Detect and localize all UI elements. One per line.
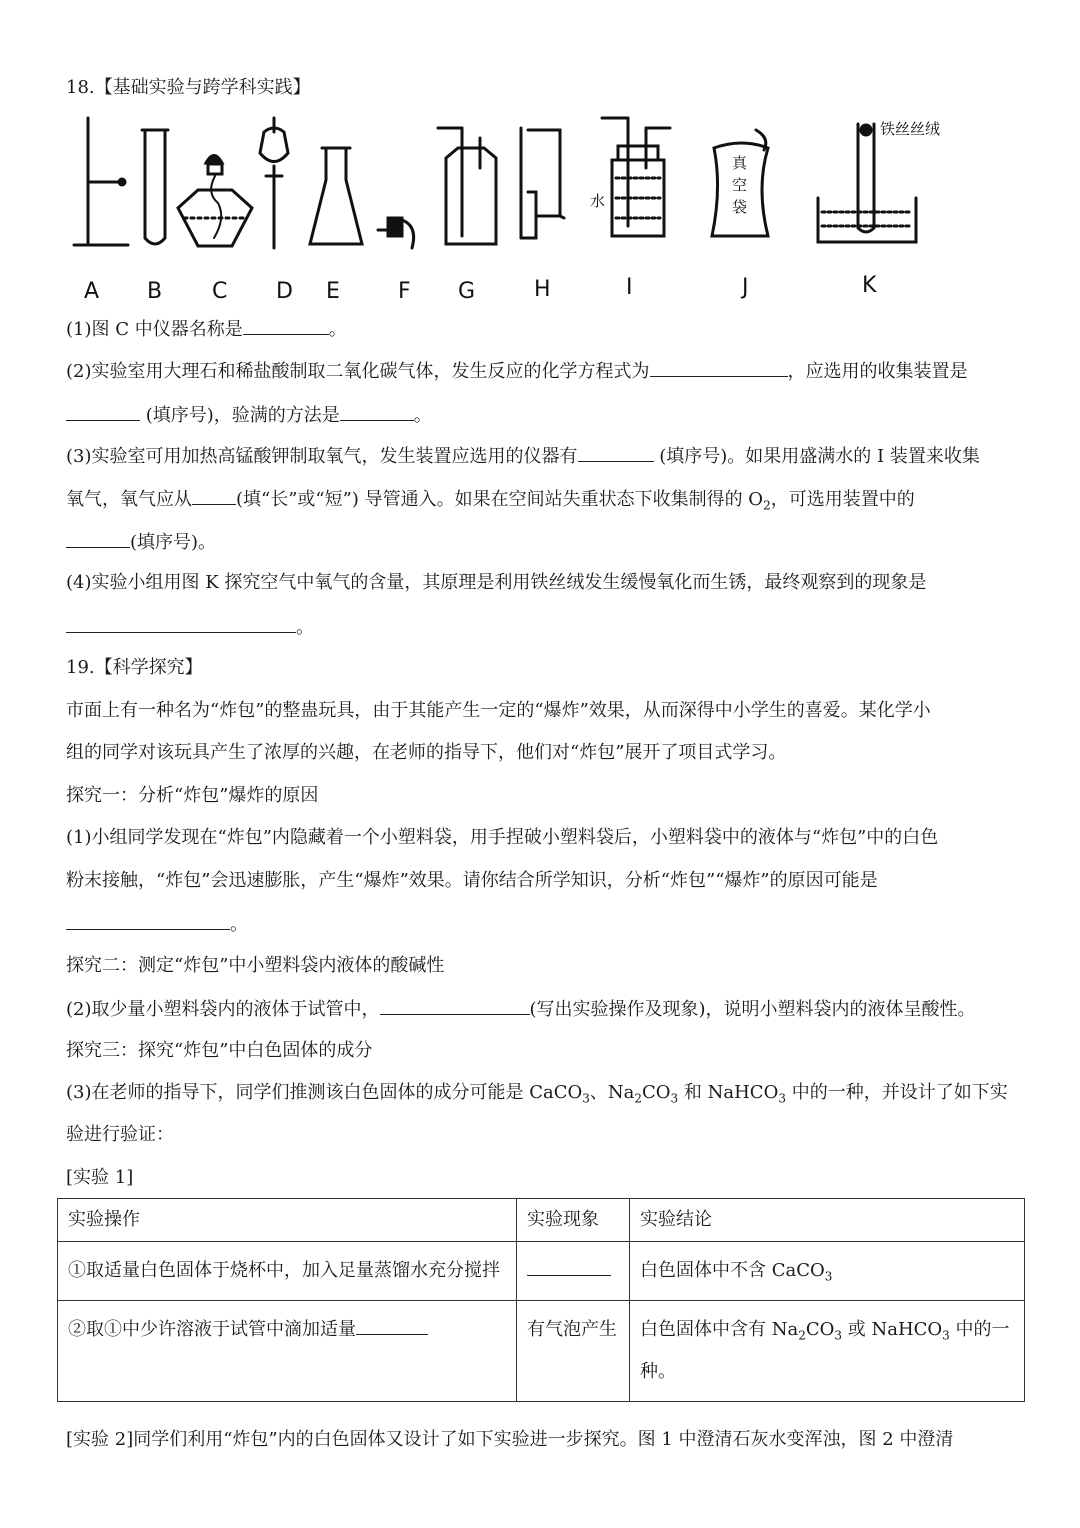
q18-part2-line2: (填序号)，验满的方法是 。 (66, 402, 432, 428)
answer-blank[interactable] (192, 486, 236, 505)
test-tube-icon (142, 130, 168, 244)
alcohol-lamp-icon (178, 156, 252, 247)
trough-tube-icon (818, 124, 916, 242)
q19-intro-line2: 组的同学对该玩具产生了浓厚的兴趣，在老师的指导下，他们对“炸包”展开了项目式学习。 (66, 742, 787, 763)
conical-flask-icon (310, 148, 362, 244)
row2-operation: ②取①中少许溶液于试管中滴加适量 (58, 1301, 517, 1402)
iron-stand-icon (74, 118, 128, 245)
experiment-table (57, 1198, 1025, 1402)
stopper-icon (378, 218, 414, 248)
svg-text:真: 真 (732, 154, 748, 172)
figure-k-text: 铁丝丝绒 (880, 120, 941, 138)
q18-part4-line1: (4)实验小组用图 K 探究空气中氧气的含量，其原理是利用铁丝绒发生缓慢氧化而生锈，最终观察到的现象是 (66, 572, 927, 593)
figure-i-text: 水 (590, 192, 606, 210)
q19-part2: (2)取少量小塑料袋内的液体于试管中， (写出实验操作及现象)，说明小塑料袋内的液体呈酸性。 (66, 996, 976, 1022)
experiment-2-line: [实验 2]同学们利用“炸包”内的白色固体又设计了如下实验进一步探究。图 1 中澄清石灰水变浑浊，图 2 中澄清 (66, 1429, 954, 1450)
table-row (58, 1301, 1025, 1402)
lab-apparatus-figure (66, 108, 956, 304)
answer-blank[interactable] (380, 996, 530, 1015)
svg-text:A: A (84, 279, 100, 304)
question-19-title: 19.【科学探究】 (66, 657, 203, 678)
q18-part3-line1: (3)实验室可用加热高锰酸钾制取氧气，发生装置应选用的仪器有 (填序号)。如果用盛满水的 I 装置来收集 (66, 443, 980, 469)
question-18-title: 18.【基础实验与跨学科实践】 (66, 77, 311, 98)
row2-observation: 有气泡产生 (517, 1301, 630, 1402)
answer-blank[interactable] (66, 911, 230, 930)
q19-inquiry2-title: 探究二：测定“炸包”中小塑料袋内液体的酸碱性 (66, 955, 445, 976)
q19-inquiry3-title: 探究三：探究“炸包”中白色固体的成分 (66, 1040, 373, 1061)
q19-intro-line1: 市面上有一种名为“炸包”的整蛊玩具，由于其能产生一定的“爆炸”效果，从而深得中小学生的喜爱。某化学小 (66, 700, 931, 721)
table-header-row (58, 1199, 1025, 1242)
header-conclusion: 实验结论 (630, 1199, 1025, 1242)
svg-text:I: I (626, 275, 633, 300)
answer-blank[interactable] (340, 402, 414, 421)
svg-text:D: D (276, 279, 293, 304)
q19-inquiry1-title: 探究一：分析“炸包”爆炸的原因 (66, 785, 319, 806)
svg-text:空: 空 (732, 176, 748, 194)
svg-text:G: G (458, 279, 476, 304)
q19-part1-line1: (1)小组同学发现在“炸包”内隐藏着一个小塑料袋，用手捏破小塑料袋后，小塑料袋中的液体与“炸包”中的白色 (66, 827, 939, 848)
answer-blank[interactable] (66, 614, 296, 633)
answer-blank[interactable] (66, 402, 140, 421)
answer-blank[interactable] (66, 529, 130, 548)
answer-blank[interactable] (356, 1316, 428, 1335)
table-row (58, 1242, 1025, 1301)
svg-text:H: H (534, 277, 551, 302)
svg-text:B: B (147, 279, 163, 304)
answer-blank[interactable] (578, 443, 654, 462)
q19-part3-line2: 验进行验证： (66, 1124, 174, 1145)
collecting-bottle-icon (521, 128, 564, 238)
svg-text:J: J (742, 275, 749, 300)
q18-part2-line1: (2)实验室用大理石和稀盐酸制取二氧化碳气体，发生反应的化学方程式为 ，应选用的收集装置是 (66, 358, 968, 384)
svg-text:F: F (398, 279, 411, 304)
figure-labels (84, 273, 877, 304)
header-operation: 实验操作 (58, 1199, 517, 1242)
q18-part3-line2: 氧气，氧气应从 (填“长”或“短”) 导管通入。如果在空间站失重状态下收集制得的 $O_2$，可选用装置中的 (66, 486, 915, 512)
row2-conclusion: 白色固体中含有 $Na_2CO_3$ 或 NaHCO$_3$ 中的一种。 (630, 1301, 1025, 1402)
q19-part1-line3: 。 (66, 911, 248, 937)
row1-operation: ①取适量白色固体于烧杯中，加入足量蒸馏水充分搅拌 (58, 1242, 517, 1301)
q18-part1: (1)图 C 中仪器名称是 。 (66, 316, 347, 342)
experiment-1-label: [实验 1] (66, 1167, 134, 1188)
svg-text:袋: 袋 (732, 198, 748, 216)
answer-blank[interactable] (243, 316, 329, 335)
svg-text:C: C (212, 279, 228, 304)
svg-text:K: K (862, 273, 877, 298)
q19-part3-line1: (3)在老师的指导下，同学们推测该白色固体的成分可能是 CaCO$_3$、$Na_2CO_3$ 和 NaHCO$_3$ 中的一种，并设计了如下实 (66, 1082, 1008, 1106)
header-observation: 实验现象 (517, 1199, 630, 1242)
separatory-funnel-icon (260, 118, 288, 248)
q18-part3-line3: (填序号)。 (66, 529, 216, 555)
q19-part1-line2: 粉末接触，“炸包”会迅速膨胀，产生“爆炸”效果。请你结合所学知识，分析“炸包”“爆炸”的原因可能是 (66, 870, 878, 891)
svg-text:E: E (326, 279, 340, 304)
answer-blank[interactable] (650, 358, 788, 377)
row1-conclusion: 白色固体中不含 CaCO$_3$ (630, 1242, 1025, 1301)
row1-observation (517, 1242, 630, 1301)
water-bottle-icon (602, 118, 670, 236)
q18-part4-line2: 。 (66, 614, 314, 640)
gas-bottle-icon (438, 128, 496, 244)
answer-blank[interactable] (527, 1257, 611, 1276)
